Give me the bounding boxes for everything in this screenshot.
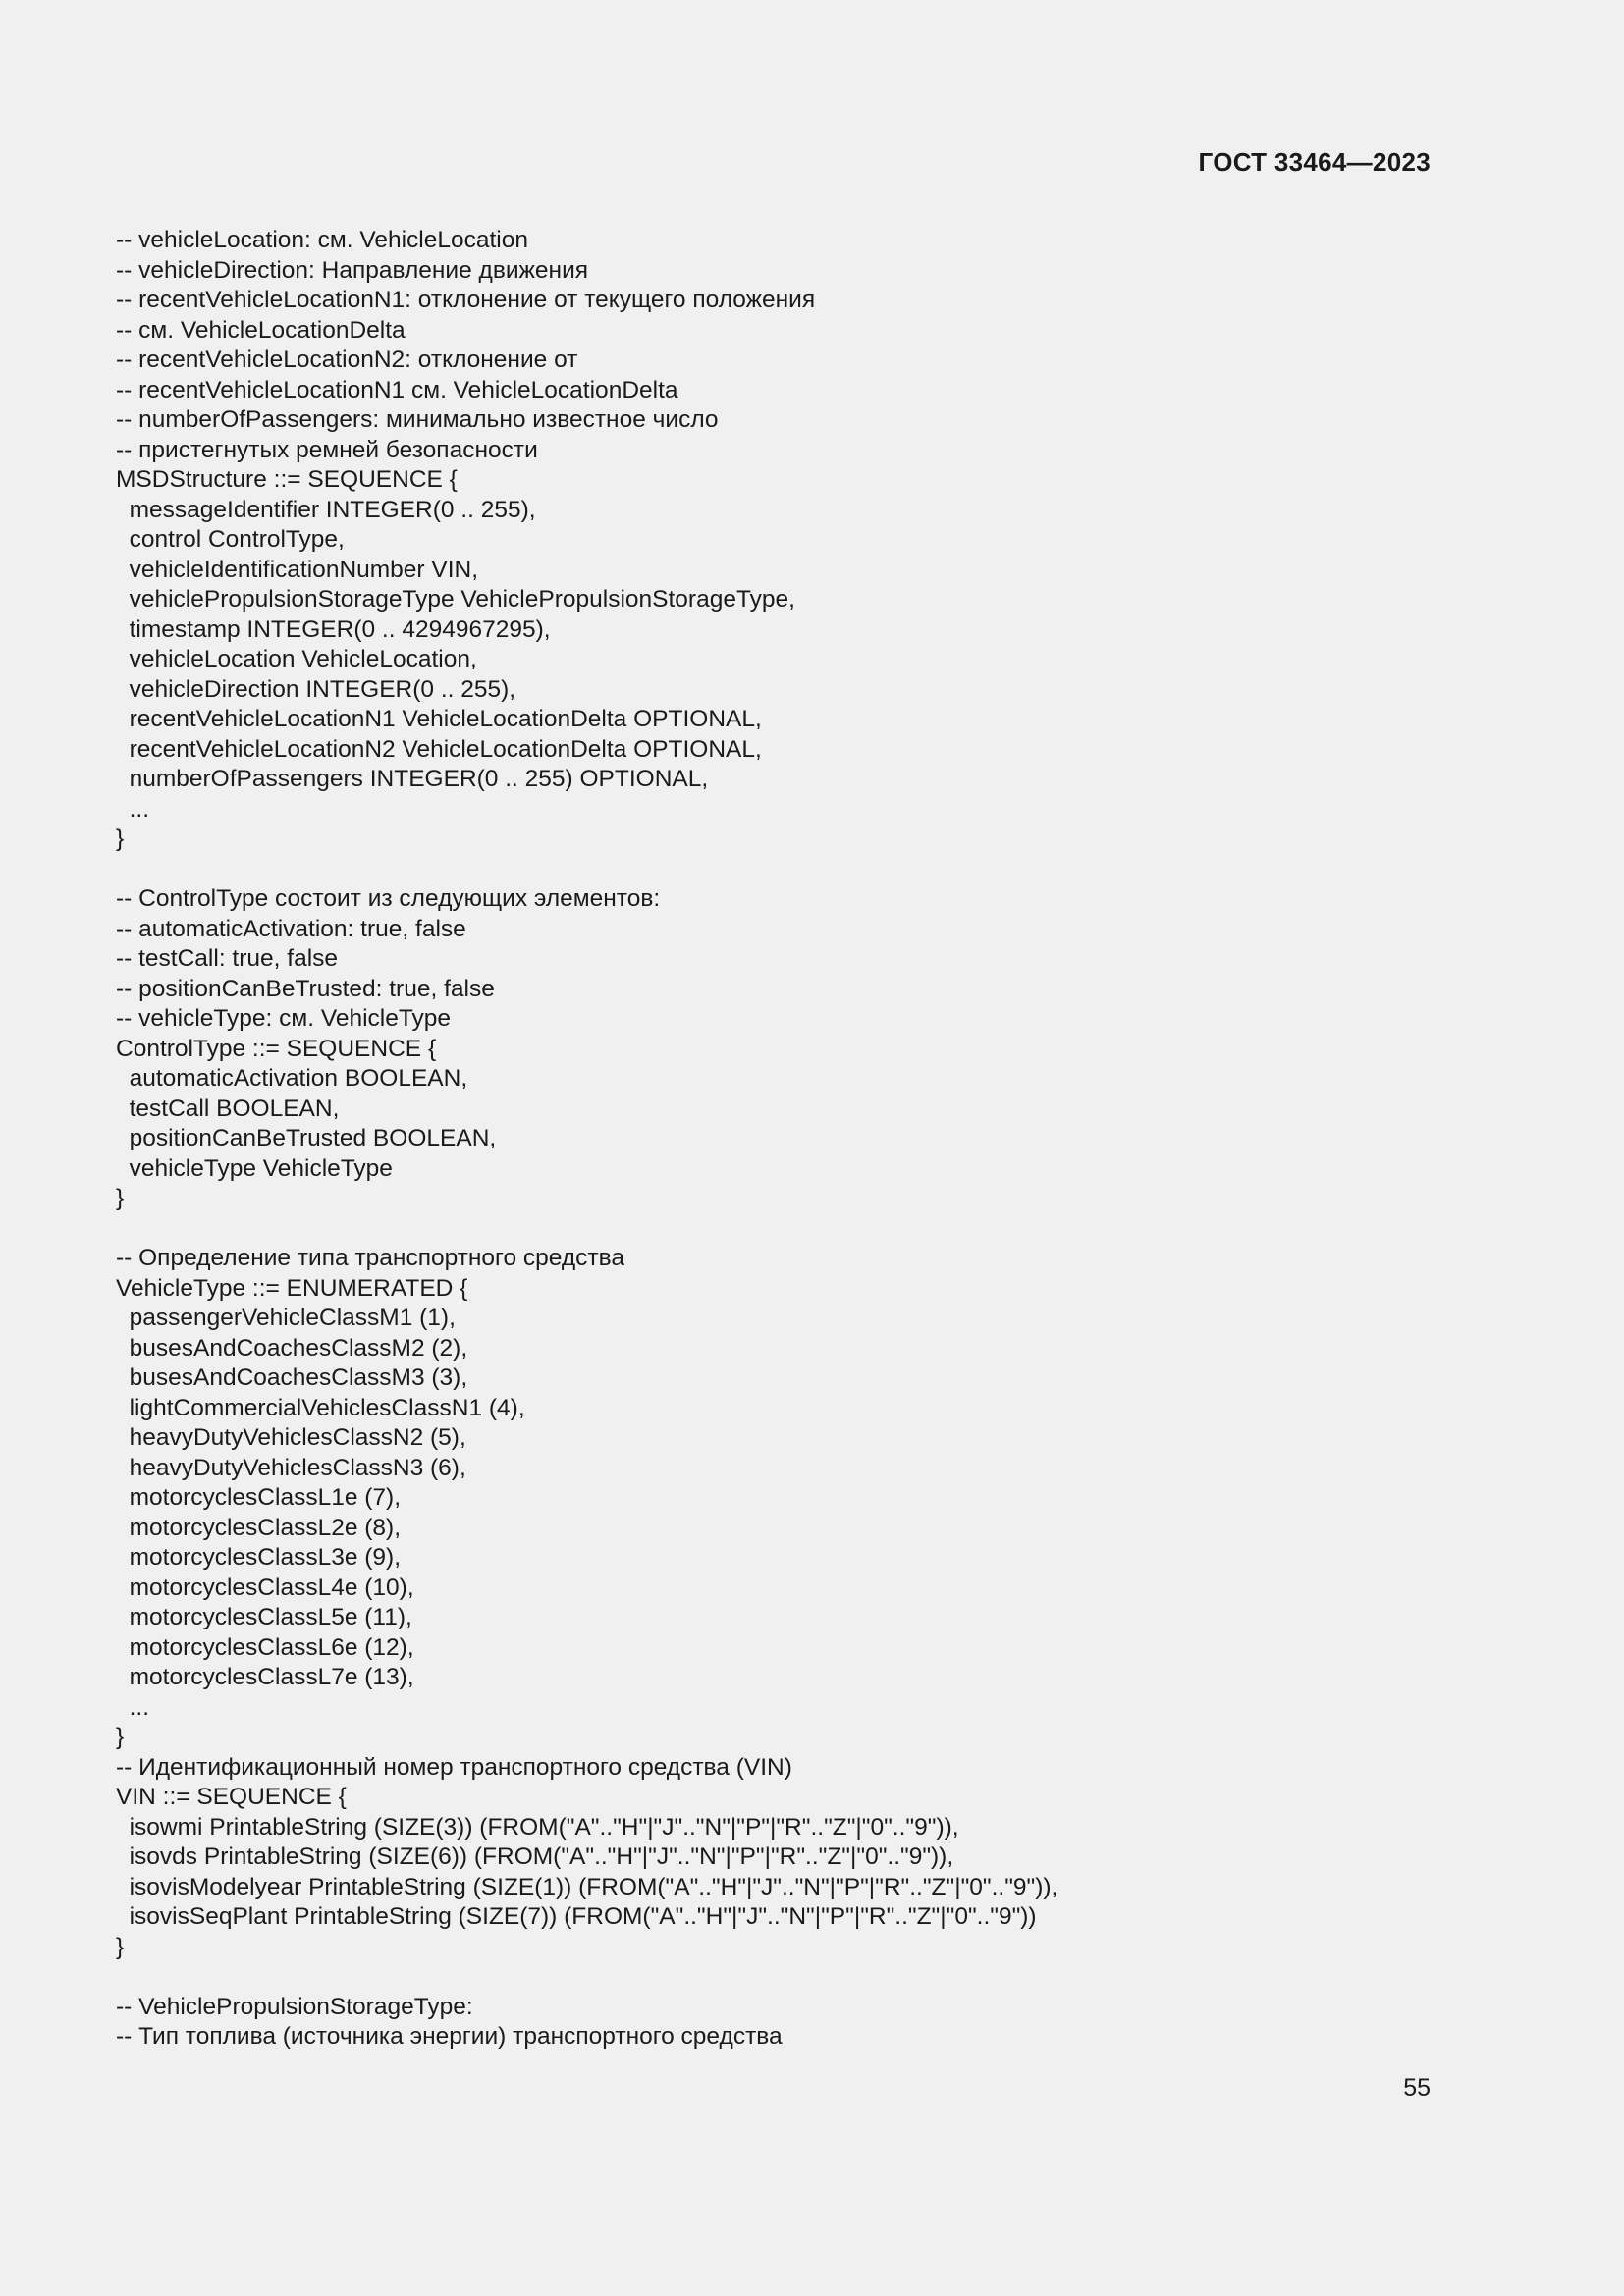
listing-line: motorcyclesClassL6e (12), [116, 1633, 414, 1661]
listing-line: -- vehicleDirection: Направление движения [116, 256, 589, 284]
listing-line: -- positionCanBeTrusted: true, false [116, 975, 495, 1002]
listing-line: -- testCall: true, false [116, 945, 339, 972]
listing-line: } [116, 826, 125, 852]
listing-line: -- VehiclePropulsionStorageType: [116, 1993, 473, 2020]
page-number: 55 [1403, 2074, 1431, 2102]
listing-line: } [116, 1933, 125, 1960]
listing-line: } [116, 1185, 125, 1211]
listing-line: automaticActivation BOOLEAN, [116, 1065, 468, 1092]
listing-line: -- automaticActivation: true, false [116, 915, 466, 942]
listing-line: recentVehicleLocationN1 VehicleLocationDelta OPTIONAL, [116, 706, 762, 732]
listing-line: -- Идентификационный номер транспортного средства (VIN) [116, 1753, 792, 1781]
listing-line: -- Определение типа транспортного средства [116, 1245, 624, 1271]
listing-line: timestamp INTEGER(0 .. 4294967295), [116, 615, 551, 643]
listing-line: motorcyclesClassL7e (13), [116, 1664, 414, 1690]
listing-line: busesAndCoachesClassM2 (2), [116, 1334, 468, 1362]
listing-line: ... [116, 795, 150, 823]
listing-line: heavyDutyVehiclesClassN3 (6), [116, 1454, 466, 1481]
listing-line: isovisSeqPlant PrintableString (SIZE(7)) (FROM("A".."H"|"J".."N"|"P"|"R".."Z"|"0".."9")) [116, 1903, 1037, 1930]
listing-line: vehicleIdentificationNumber VIN, [116, 556, 479, 583]
listing-line: isowmi PrintableString (SIZE(3)) (FROM("A".."H"|"J".."N"|"P"|"R".."Z"|"0".."9")), [116, 1813, 959, 1841]
listing-line: } [116, 1724, 125, 1750]
listing-line: isovds PrintableString (SIZE(6)) (FROM("A".."H"|"J".."N"|"P"|"R".."Z"|"0".."9")), [116, 1843, 954, 1870]
blank-line [116, 1214, 1467, 1245]
listing-line: motorcyclesClassL1e (7), [116, 1484, 402, 1511]
listing-line: passengerVehicleClassM1 (1), [116, 1305, 456, 1331]
listing-line: recentVehicleLocationN2 VehicleLocationDelta OPTIONAL, [116, 735, 762, 763]
listing-line: testCall BOOLEAN, [116, 1095, 340, 1122]
listing-line: isovisModelyear PrintableString (SIZE(1)) (FROM("A".."H"|"J".."N"|"P"|"R".."Z"|"0".."9")), [116, 1873, 1058, 1900]
listing-line: -- recentVehicleLocationN1: отклонение от текущего положения [116, 287, 816, 313]
listing-line: messageIdentifier INTEGER(0 .. 255), [116, 496, 536, 523]
listing-line: -- Тип топлива (источника энергии) транспортного средства [116, 2023, 783, 2050]
listing-line: -- ControlType состоит из следующих элементов: [116, 885, 661, 912]
listing-line: MSDStructure ::= SEQUENCE { [116, 466, 458, 493]
listing-line: -- numberOfPassengers: минимально известное число [116, 406, 719, 433]
listing-line: ... [116, 1693, 150, 1721]
listing-line: motorcyclesClassL5e (11), [116, 1604, 412, 1630]
listing-line: busesAndCoachesClassM3 (3), [116, 1364, 468, 1391]
listing-line: vehiclePropulsionStorageType VehiclePropulsionStorageType, [116, 586, 795, 613]
listing-line: vehicleDirection INTEGER(0 .. 255), [116, 675, 516, 703]
listing-line: vehicleLocation VehicleLocation, [116, 646, 477, 672]
listing-line: -- пристегнутых ремней безопасности [116, 436, 538, 463]
listing-line: -- recentVehicleLocationN1 см. VehicleLocationDelta [116, 376, 678, 403]
listing-line: VIN ::= SEQUENCE { [116, 1784, 347, 1810]
listing-line: -- см. VehicleLocationDelta [116, 316, 406, 344]
listing-line: -- vehicleLocation: см. VehicleLocation [116, 227, 528, 253]
listing-line: heavyDutyVehiclesClassN2 (5), [116, 1424, 466, 1451]
listing-line: -- recentVehicleLocationN2: отклонение от [116, 347, 578, 373]
listing-line: -- vehicleType: см. VehicleType [116, 1005, 451, 1032]
listing-line: numberOfPassengers INTEGER(0 .. 255) OPTIONAL, [116, 766, 709, 792]
listing-line: positionCanBeTrusted BOOLEAN, [116, 1125, 497, 1151]
listing-line: vehicleType VehicleType [116, 1154, 393, 1182]
listing-line: motorcyclesClassL2e (8), [116, 1514, 402, 1541]
listing-line: ControlType ::= SEQUENCE { [116, 1035, 437, 1062]
blank-line [116, 1962, 1467, 1993]
listing-line: motorcyclesClassL3e (9), [116, 1544, 402, 1571]
asn1-listing [116, 226, 1467, 2053]
document-header: ГОСТ 33464—2023 [1198, 147, 1431, 177]
listing-line: control ControlType, [116, 526, 345, 553]
listing-line: motorcyclesClassL4e (10), [116, 1574, 414, 1601]
blank-line [116, 855, 1467, 885]
listing-line: VehicleType ::= ENUMERATED { [116, 1274, 468, 1302]
listing-line: lightCommercialVehiclesClassN1 (4), [116, 1394, 525, 1421]
